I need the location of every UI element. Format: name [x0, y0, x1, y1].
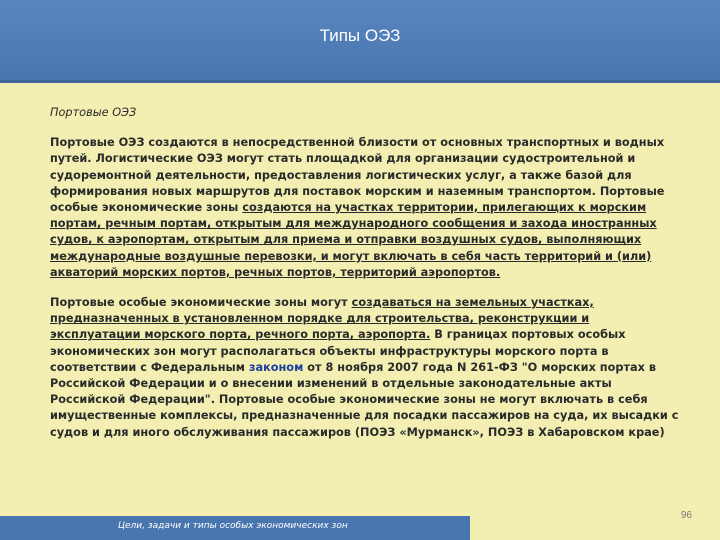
paragraph-1-text: Портовые ОЭЗ создаются в непосредственной близости от основных транспортных и водных путей. Логистические ОЭЗ могут стать площадкой для организации судостроительной и судоремонтной деятельности, предоставления логистических услуг, а также базой для формирования новых маршрутов для поставок морским и наземным транспортом. Портовые особые экономические зоны: [50, 136, 665, 215]
slide-body: [0, 83, 720, 515]
slide-header: [0, 0, 720, 83]
paragraph-1-link[interactable]: создаются на участках территории, прилегающих к морским портам, речным портам, открытым для международного сообщения и захода иностранных судов, к аэропортам, открытым для приема и отправки воздушных судов, выполняющих международные воздушные перевозки, и могут включать в себя часть территорий и (или) акваторий морских портов, речных портов, территорий аэропортов.: [50, 201, 657, 279]
law-link[interactable]: законом: [248, 360, 304, 374]
page-number: 96: [680, 510, 692, 521]
slide-title: Типы ОЭЗ: [319, 26, 401, 45]
slide-footer: [0, 516, 470, 540]
paragraph-2-tail: от 8 ноября 2007 года N 261-ФЗ "О морских портах в Российской Федерации и о внесении изменений в отдельные законодательные акты Российской Федерации". Портовые особые экономические зоны не могут включать в себя имущественные комплексы, предназначенные для посадки пассажиров на суда, их высадки с судов и для иного обслуживания пассажиров (ПОЭЗ «Мурманск», ПОЭЗ в Хабаровском крае): [50, 360, 679, 439]
paragraph-2-mid: В границах портовых особых экономических зон могут располагаться объекты инфраструктуры морского порта в соответствии с Федеральным: [50, 328, 626, 374]
paragraph-2-text: Портовые особые экономические зоны могут: [50, 296, 352, 310]
section-subtitle: Портовые ОЭЗ: [50, 106, 137, 119]
content-block: [50, 105, 682, 455]
paragraph-1: [50, 135, 682, 281]
paragraph-2-link[interactable]: создаваться на земельных участках, предназначенных в установленном порядке для строительства, реконструкции и эксплуатации морского порта, речного порта, аэропорта.: [50, 296, 594, 342]
paragraph-2: [50, 295, 682, 441]
footer-text: Цели, задачи и типы особых экономических зон: [118, 521, 348, 531]
